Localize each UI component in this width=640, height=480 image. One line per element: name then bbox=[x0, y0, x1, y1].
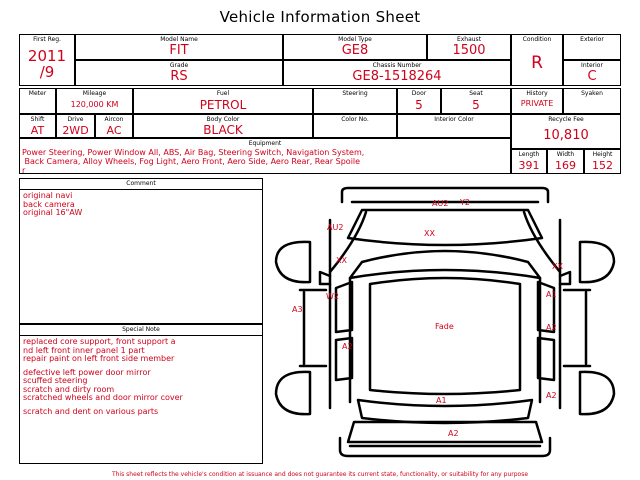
interior-color-label: Interior Color bbox=[434, 116, 474, 123]
condition-cell bbox=[511, 34, 563, 86]
equipment-line-1: Power Steering, Power Window All, ABS, Air Bag, Steering Switch, Navigation System, bbox=[22, 148, 365, 157]
exterior-cell bbox=[563, 34, 621, 60]
comment-line: original 16"AW bbox=[23, 208, 83, 217]
comment-line: back camera bbox=[23, 199, 75, 209]
front-left-wheel bbox=[276, 242, 310, 282]
seat-cell bbox=[441, 88, 511, 114]
length-value: 391 bbox=[518, 159, 540, 172]
shift-label: Shift bbox=[30, 116, 45, 123]
chassis-value: GE8-1518264 bbox=[352, 69, 442, 84]
aircon-cell bbox=[95, 114, 133, 138]
grade-cell bbox=[75, 60, 283, 86]
special-note-line: scratched wheels and door mirror cover bbox=[23, 393, 183, 402]
car-damage-diagram bbox=[270, 180, 630, 470]
recycle-fee-value: 10,810 bbox=[543, 128, 589, 143]
model-name-label: Model Name bbox=[160, 36, 198, 43]
damage-mark: A1 bbox=[546, 290, 557, 299]
chassis-cell bbox=[283, 60, 511, 86]
width-value: 169 bbox=[555, 159, 576, 172]
exhaust-cell bbox=[427, 34, 511, 60]
special-note-line: repair paint on left front side member bbox=[23, 354, 175, 363]
equipment-label: Equipment bbox=[248, 140, 282, 147]
meter-cell bbox=[19, 88, 56, 114]
special-note-line: nd left front inner panel 1 part bbox=[23, 345, 145, 355]
condition-value: R bbox=[531, 53, 543, 73]
damage-mark: A2 bbox=[342, 342, 353, 351]
special-note-label: Special Note bbox=[20, 325, 262, 336]
fuel-value: PETROL bbox=[199, 98, 247, 112]
model-type-value: GE8 bbox=[341, 43, 369, 58]
mileage-value: 120,000 KM bbox=[70, 100, 119, 109]
damage-mark: A2 bbox=[546, 391, 557, 400]
body-color-label: Body Color bbox=[206, 116, 240, 123]
grade-value: RS bbox=[170, 69, 188, 84]
chassis-label: Chassis Number bbox=[372, 62, 422, 69]
mileage-label: Mileage bbox=[82, 90, 107, 97]
seat-label: Seat bbox=[469, 90, 483, 97]
recycle-fee-label: Recycle Fee bbox=[548, 116, 584, 123]
shift-cell bbox=[19, 114, 56, 138]
exhaust-value: 1500 bbox=[452, 43, 486, 58]
damage-mark: AU2 bbox=[432, 199, 449, 208]
fuel-label: Fuel bbox=[216, 90, 230, 97]
rear-right-wheel bbox=[580, 372, 614, 414]
length-label: Length bbox=[518, 151, 540, 158]
drive-label: Drive bbox=[67, 116, 84, 123]
model-name-value: FIT bbox=[169, 43, 189, 58]
special-note-line: replaced core support, front support a bbox=[23, 337, 176, 346]
history-cell bbox=[511, 88, 563, 114]
damage-mark: XX bbox=[552, 262, 563, 271]
steering-label: Steering bbox=[342, 90, 368, 97]
interior-label: Interior bbox=[581, 62, 603, 69]
hood-outline bbox=[348, 210, 542, 245]
aircon-label: Aircon bbox=[104, 116, 124, 123]
color-no-cell bbox=[313, 114, 397, 138]
body-color-cell bbox=[133, 114, 313, 138]
height-label: Height bbox=[592, 151, 613, 158]
damage-mark: Y2 bbox=[460, 198, 470, 207]
left-mirror bbox=[320, 272, 330, 284]
exterior-label: Exterior bbox=[580, 36, 604, 43]
history-label: History bbox=[526, 90, 548, 97]
drive-cell bbox=[56, 114, 95, 138]
height-cell bbox=[584, 149, 621, 174]
damage-mark: XX bbox=[336, 256, 347, 265]
aircon-value: AC bbox=[106, 124, 122, 137]
special-note-box bbox=[19, 324, 263, 464]
right-mirror bbox=[560, 272, 570, 284]
damage-mark: XX bbox=[424, 229, 435, 238]
special-note-line: scratch and dirty room bbox=[23, 384, 115, 394]
seat-value: 5 bbox=[472, 98, 480, 112]
first-reg-cell bbox=[19, 34, 75, 86]
damage-mark: A2 bbox=[546, 323, 557, 332]
door-cell bbox=[397, 88, 441, 114]
history-value: PRIVATE bbox=[520, 99, 554, 108]
sheet-title: Vehicle Information Sheet bbox=[219, 8, 421, 26]
exhaust-label: Exhaust bbox=[456, 36, 482, 43]
special-note-line: scuffed steering bbox=[23, 376, 88, 385]
damage-mark: A3 bbox=[292, 305, 303, 314]
damage-mark: A2 bbox=[448, 429, 459, 438]
length-cell bbox=[511, 149, 547, 174]
equipment-line-2: Back Camera, Alloy Wheels, Fog Light, Aero Front, Aero Side, Aero Rear, Rear Spoile bbox=[22, 157, 361, 166]
width-label: Width bbox=[556, 151, 575, 158]
equipment-line-3: r bbox=[22, 166, 26, 175]
special-note-line: scratch and dent on various parts bbox=[23, 406, 159, 416]
interior-cell bbox=[563, 60, 621, 86]
model-name-cell bbox=[75, 34, 283, 60]
door-label: Door bbox=[411, 90, 427, 97]
interior-color-cell bbox=[397, 114, 511, 138]
recycle-fee-cell bbox=[511, 114, 621, 149]
damage-mark: AU2 bbox=[327, 223, 344, 232]
door-value: 5 bbox=[415, 98, 423, 112]
roof-outline bbox=[370, 278, 520, 394]
front-right-wheel bbox=[580, 242, 614, 282]
first-reg-year: 2011 bbox=[27, 47, 67, 65]
steering-cell bbox=[313, 88, 397, 114]
disclaimer-footer: This sheet reflects the vehicle's condition at issuance and does not guarantee its current state, functionality, or suitability for any purpose bbox=[111, 471, 529, 478]
model-type-cell bbox=[283, 34, 427, 60]
comment-label: Comment bbox=[20, 179, 262, 190]
condition-label: Condition bbox=[522, 36, 552, 43]
shift-value: AT bbox=[30, 124, 45, 137]
body-color-value: BLACK bbox=[203, 123, 243, 137]
model-type-label: Model Type bbox=[338, 36, 372, 43]
windshield bbox=[350, 251, 540, 278]
comment-line: original navi bbox=[23, 191, 73, 200]
syaken-label: Syaken bbox=[581, 90, 603, 97]
special-note-line: defective left power door mirror bbox=[23, 367, 151, 377]
damage-mark: Fade bbox=[435, 322, 454, 331]
grade-label: Grade bbox=[169, 62, 189, 69]
first-reg-month: /9 bbox=[39, 63, 55, 81]
height-value: 152 bbox=[592, 159, 613, 172]
tailgate bbox=[348, 422, 542, 442]
drive-value: 2WD bbox=[62, 124, 89, 137]
syaken-cell bbox=[563, 88, 621, 114]
damage-mark: A1 bbox=[436, 396, 447, 405]
fuel-cell bbox=[133, 88, 313, 114]
interior-value: C bbox=[587, 69, 597, 84]
rear-left-wheel bbox=[276, 372, 310, 414]
damage-mark: W2 bbox=[326, 292, 339, 301]
color-no-label: Color No. bbox=[341, 116, 369, 123]
first-reg-label: First Reg. bbox=[33, 36, 61, 43]
meter-label: Meter bbox=[28, 90, 47, 97]
comment-box bbox=[19, 178, 263, 324]
equipment-cell bbox=[19, 138, 511, 174]
mileage-cell bbox=[56, 88, 133, 114]
width-cell bbox=[547, 149, 584, 174]
